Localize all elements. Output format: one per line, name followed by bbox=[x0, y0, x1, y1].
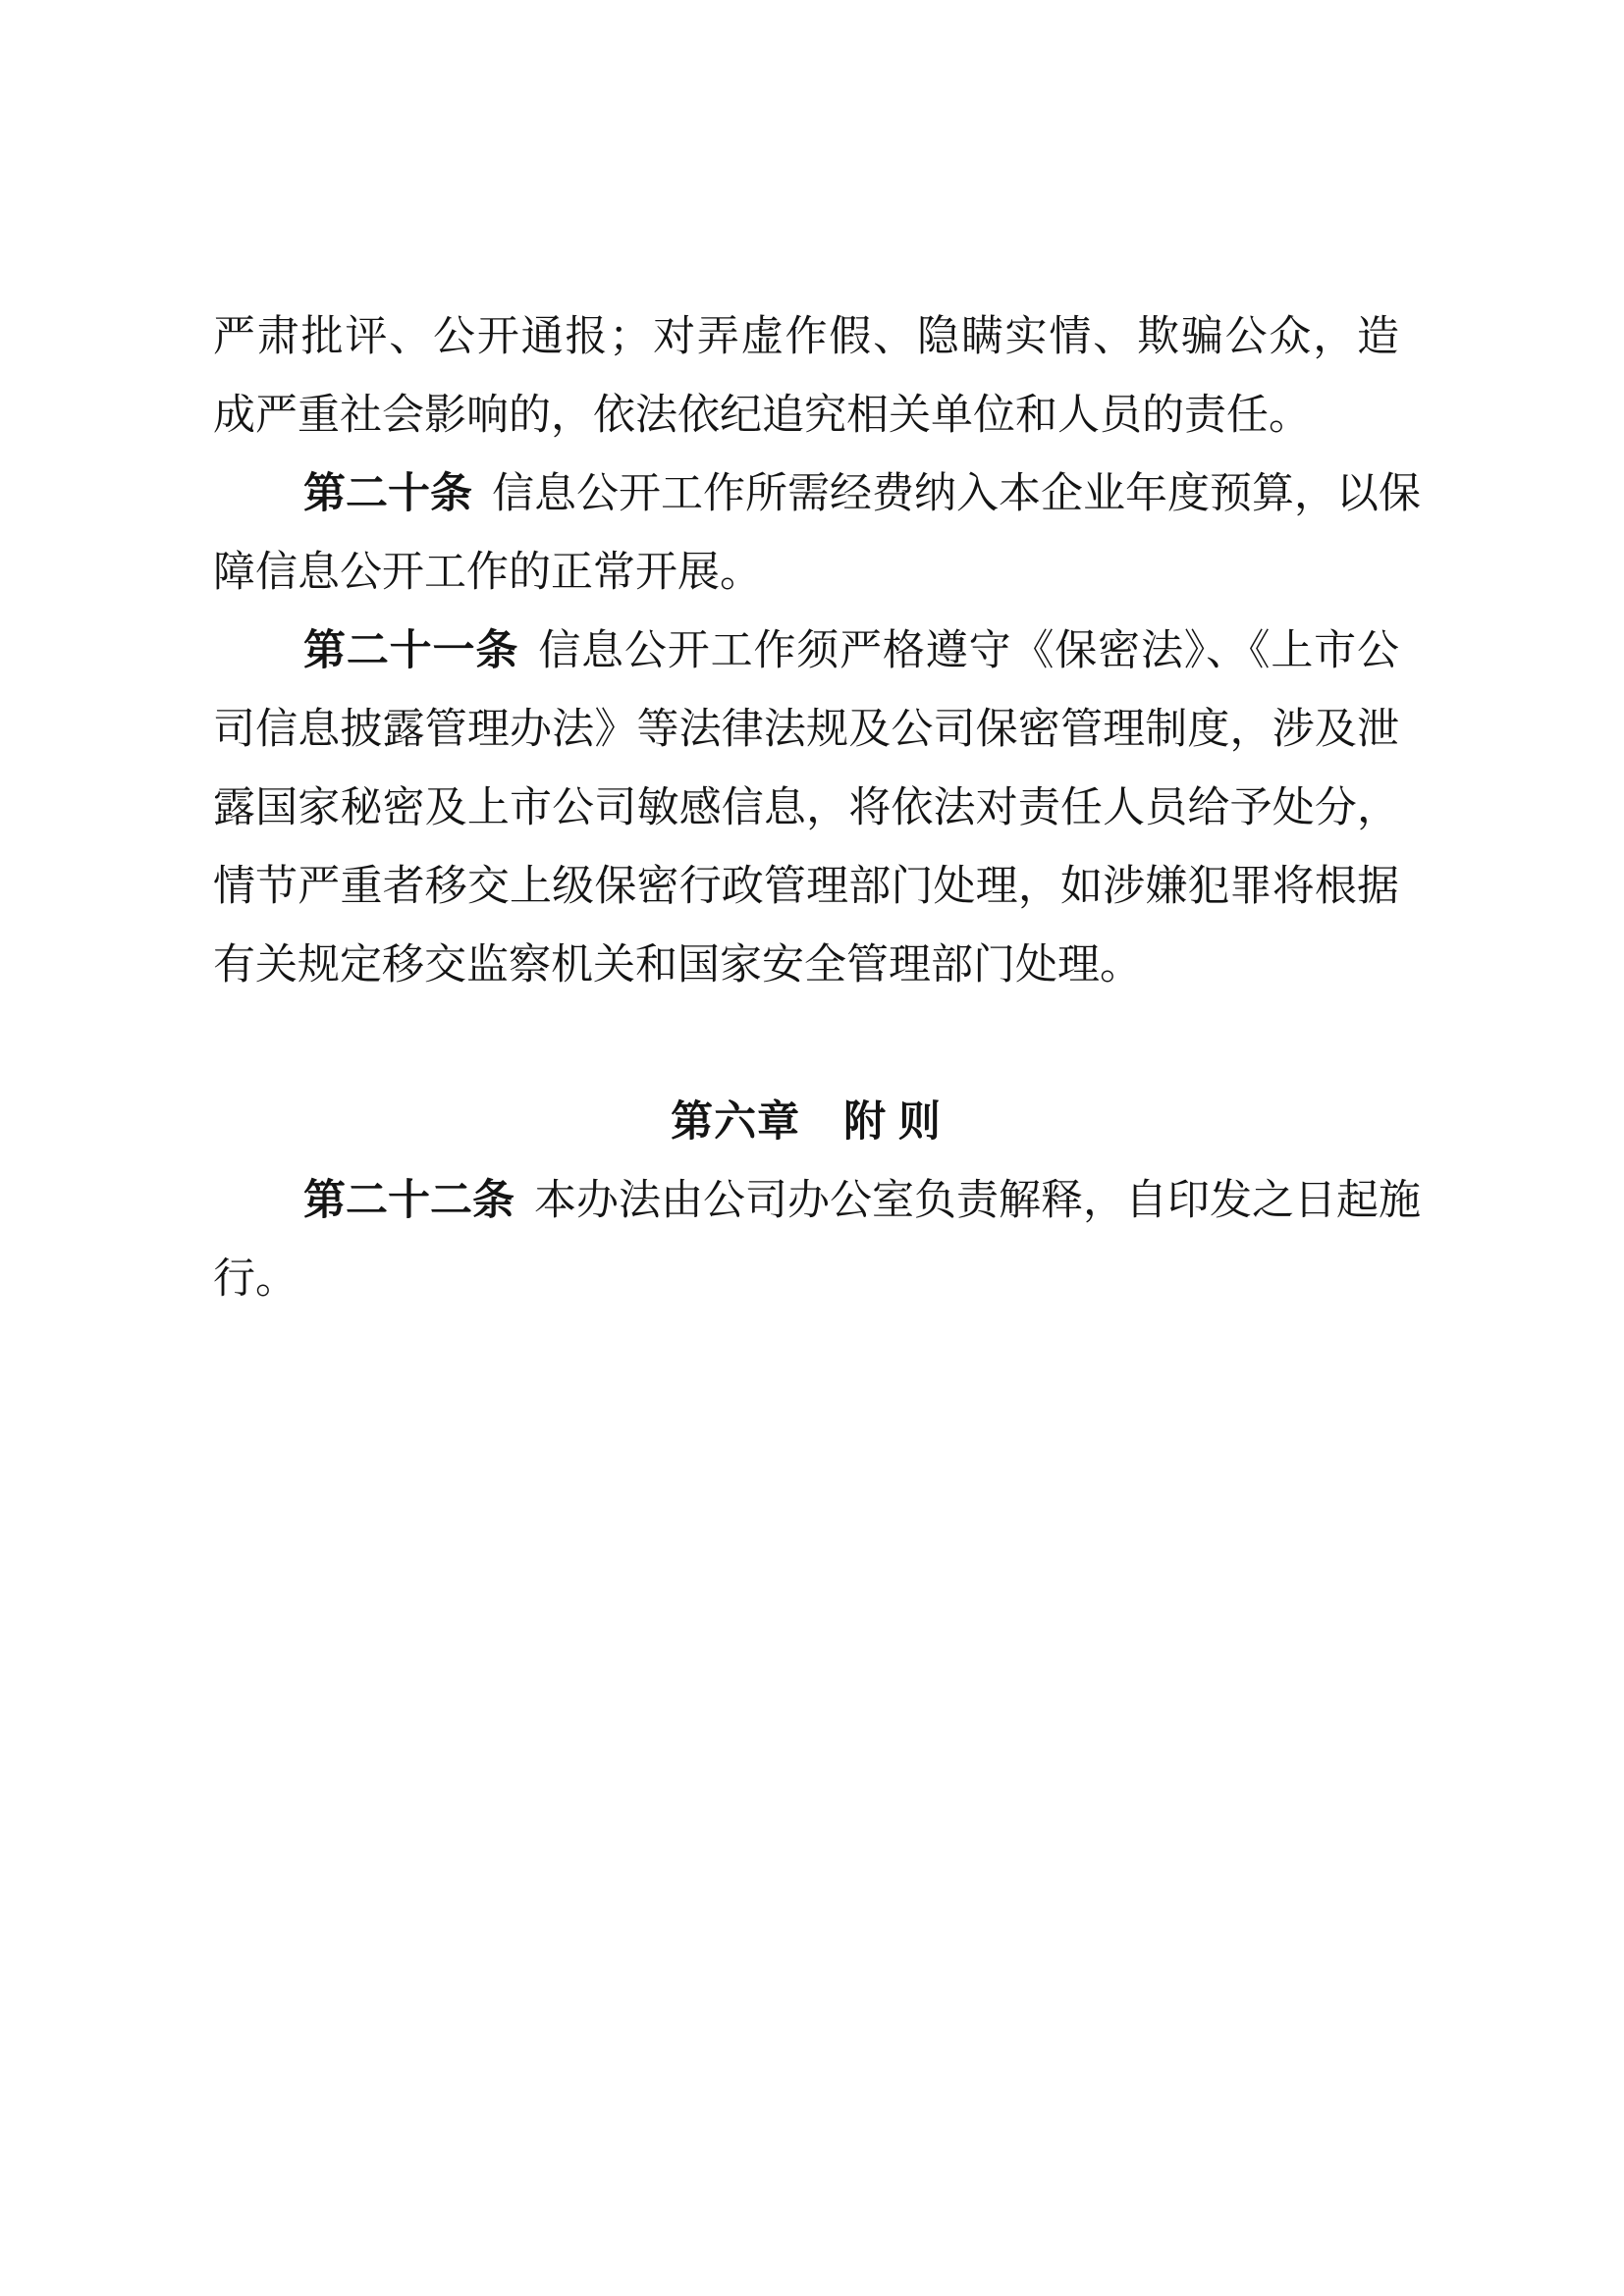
text-line-13: 行。 bbox=[213, 1256, 298, 1303]
article-20-line bbox=[213, 455, 1421, 534]
article-21-number: 第二十一条 bbox=[303, 628, 519, 674]
text-line-6: 司信息披露管理办法》等法律法规及公司保密管理制度，涉及泄 bbox=[213, 707, 1399, 753]
text-line-2: 成严重社会影响的，依法依纪追究相关单位和人员的责任。 bbox=[213, 393, 1311, 439]
text-line-4: 障信息公开工作的正常开展。 bbox=[213, 550, 762, 596]
article-20-text: 信息公开工作所需经费纳入本企业年度预算，以保 bbox=[492, 471, 1421, 517]
article-21-text: 信息公开工作须严格遵守《保密法》、《上市公 bbox=[538, 628, 1400, 674]
chapter-heading: 第六章 附 则 bbox=[671, 1099, 942, 1146]
text-line-8: 情节严重者移交上级保密行政管理部门处理，如涉嫌犯罪将根据 bbox=[213, 864, 1399, 910]
article-22-text: 本办法由公司办公室负责解释，自印发之日起施 bbox=[534, 1178, 1421, 1224]
article-22-number: 第二十二条 bbox=[303, 1178, 514, 1224]
article-22-line bbox=[213, 1162, 1421, 1241]
document-body bbox=[213, 298, 1421, 1319]
text-line-9: 有关规定移交监察机关和国家安全管理部门处理。 bbox=[213, 942, 1142, 988]
blank-line bbox=[213, 1005, 1399, 1084]
text-line-7: 露国家秘密及上市公司敏感信息，将依法对责任人员给予处分， bbox=[213, 785, 1399, 831]
article-20-number: 第二十条 bbox=[303, 471, 472, 517]
article-21-line bbox=[213, 613, 1399, 691]
text-line-1: 严肃批评、公开通报；对弄虚作假、隐瞒实情、欺骗公众，造 bbox=[213, 314, 1399, 360]
